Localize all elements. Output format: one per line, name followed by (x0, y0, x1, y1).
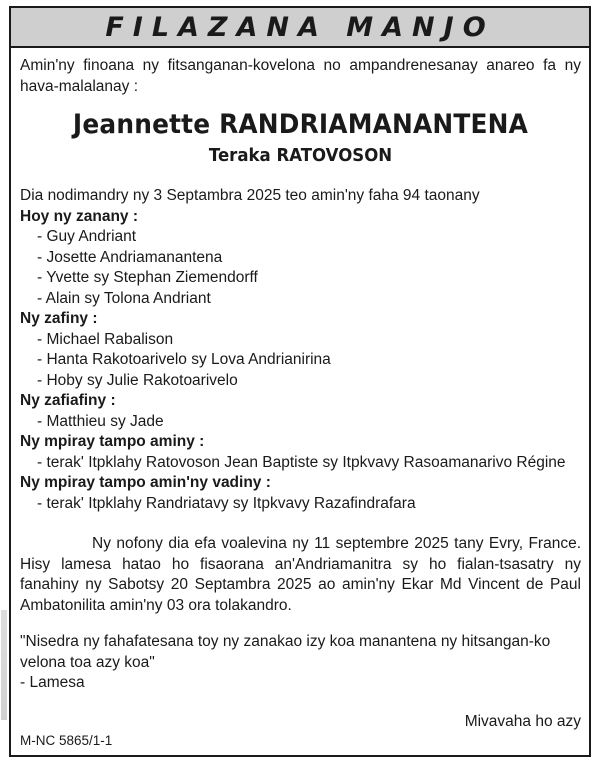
signoff-text: Mivavaha ho azy (464, 713, 581, 730)
family-group-label: Hoy ny zanany : (20, 207, 138, 225)
family-group-label: Ny mpiray tampo aminy : (20, 433, 205, 450)
family-member: - Josette Andriamanantena (37, 248, 223, 266)
funeral-details: Ny nofony dia efa voalevina ny 11 septembre 2025 tany Evry, France. Hisy lamesa hatao ho fisaorana an'Andriamanitra sy ho fialan-tsasatry ny fanahiny ny Sabotsy 20 Septambra 2025 ao amin'ny Ekar Md Vincent de Paul Ambatonilita amin'ny 03 ora tolakandro. (20, 535, 581, 614)
family-member: - Matthieu sy Jade (37, 412, 164, 430)
family-member: - Hanta Rakotoarivelo sy Lova Andrianirina (37, 351, 331, 368)
notice-body (11, 48, 589, 694)
family-member: - Yvette sy Stephan Ziemendorff (37, 269, 258, 286)
family-member: - Hoby sy Julie Rakotoarivelo (37, 371, 238, 389)
reference-code: M-NC 5865/1-1 (20, 733, 113, 748)
family-group-label: Ny zafiafiny : (20, 392, 116, 409)
notice-header (11, 8, 589, 48)
deceased-maiden-name: Teraka RATOVOSON (208, 144, 393, 166)
deceased-name: Jeannette RANDRIAMANANTENA (72, 109, 529, 140)
obituary-notice (9, 6, 591, 757)
family-member: - terak' Itpklahy Ratovoson Jean Baptiste sy Itpkvavy Rasoamanarivo Régine (37, 453, 566, 471)
notice-title: FILAZANA MANJO (105, 11, 495, 43)
family-group-label: Ny mpiray tampo amin'ny vadiny : (20, 474, 271, 491)
family-member: - Guy Andriant (37, 228, 137, 245)
intro-text: Amin'ny finoana ny fitsanganan-kovelona no ampandrenesanay anareo fa ny hava-malalanay : (20, 57, 581, 95)
family-member: - Alain sy Tolona Andriant (37, 289, 211, 307)
quote-source: - Lamesa (20, 674, 85, 691)
family-member: - Michael Rabalison (37, 330, 174, 348)
spacer (20, 514, 581, 534)
family-group-label: Ny zafiny : (20, 310, 98, 327)
scripture-quote: "Nisedra ny fahafatesana toy ny zanakao izy koa manantena ny hitsangan-ko velona toa azy koa" (20, 633, 551, 671)
family-list (20, 207, 581, 515)
death-announcement: Dia nodimandry ny 3 Septambra 2025 teo amin'ny faha 94 taonany (20, 187, 480, 204)
margin-credit-strip (1, 610, 7, 720)
family-member: - terak' Itpklahy Randriatavy sy Itpkvavy Razafindrafara (37, 494, 416, 512)
